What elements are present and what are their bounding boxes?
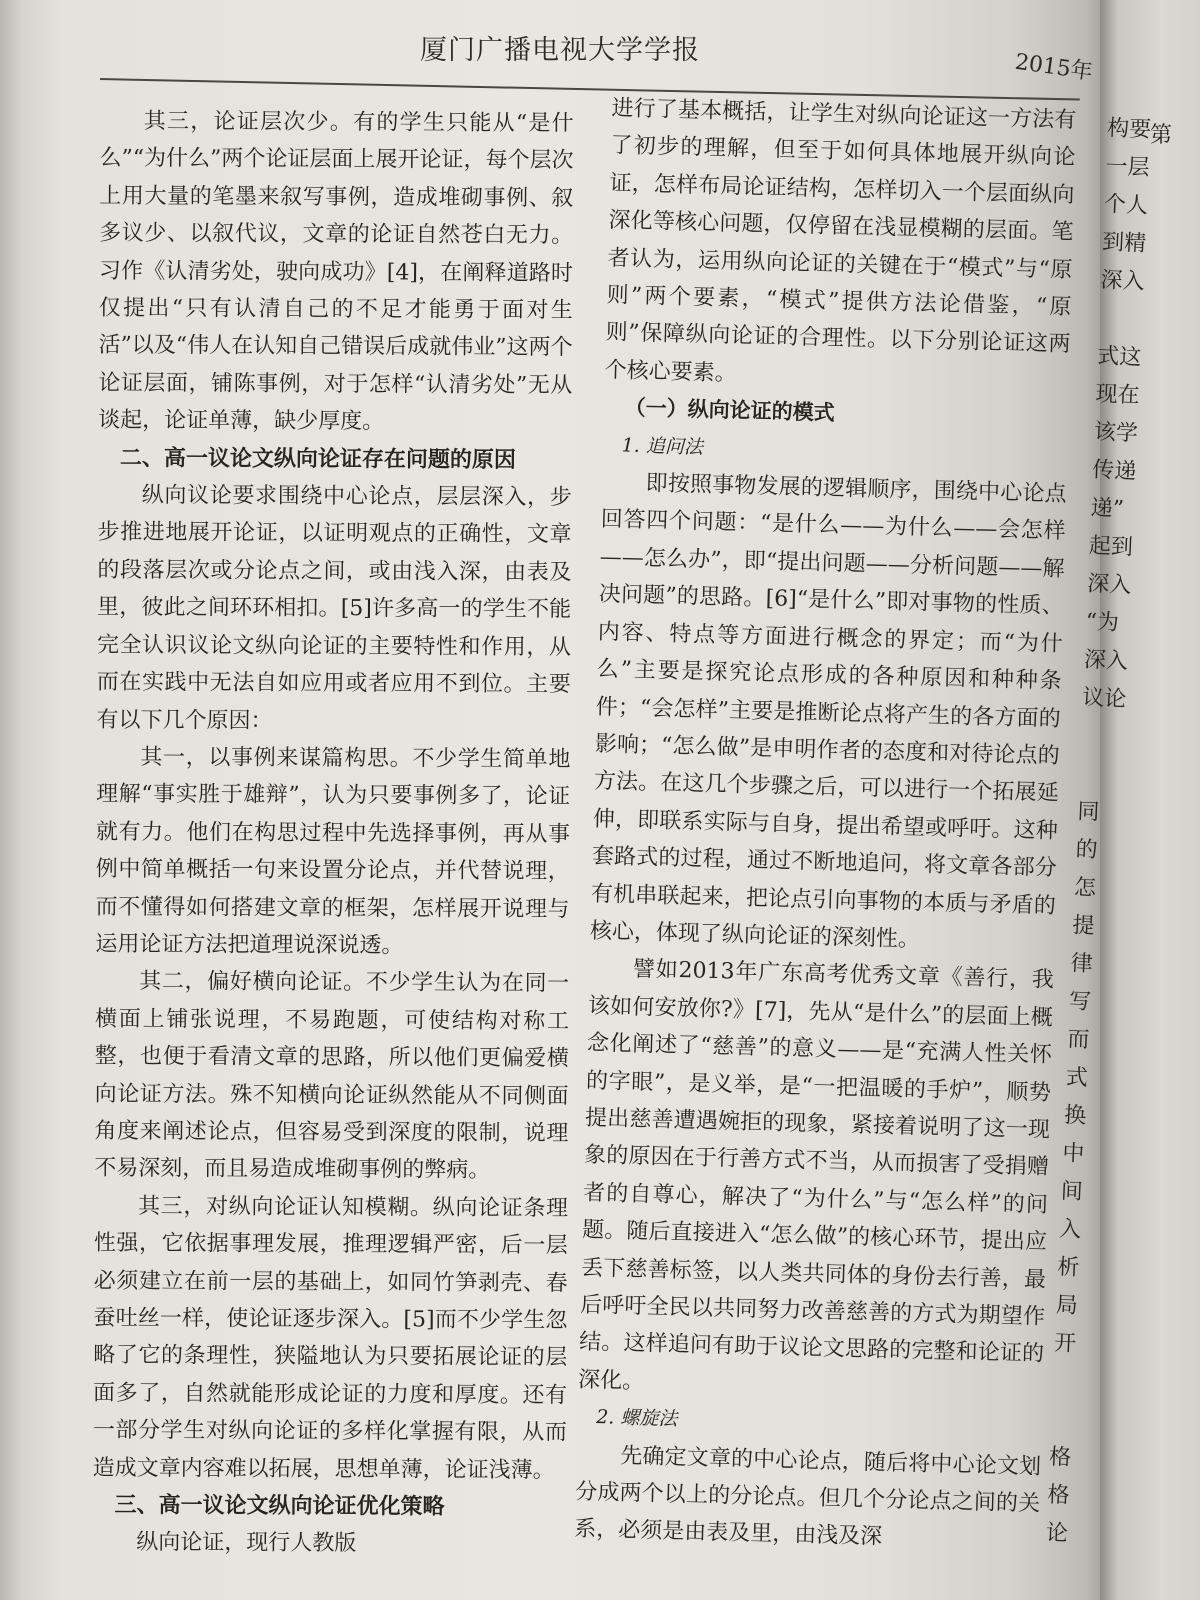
facing-page-line: 论 (1045, 1520, 1069, 1547)
paragraph-example-essay: 譬如2013年广东高考优秀文章《善行，我该如何安放你?》[7]，先从“是什么”的层面上概念化阐述了“慈善”的意义——是“充满人性关怀的字眼”，是义举，是“一把温暖的手炉”，顺势提出慈善遭遇婉拒的现象，紧接着说明了这一现象的原因在于行善方式不当，从而损害了受捐赠者的自尊心，解决了“为什么”与“怎么样”的问题。随后直接进入“怎么做”的核心环节，提出应丢下慈善标签，以人类共同体的身份去行善，最后呼吁全民以共同努力改善慈善的方式为期望作结。这样追问有助于议论文思路的完整和论证的深化。 (577, 957, 1055, 1395)
subsection-heading-mode: （一）纵向论证的模式 (624, 395, 835, 426)
facing-page-line: 深入 (1100, 267, 1146, 295)
journal-year: 2015年 (1013, 49, 1095, 86)
facing-page-line: 一层 (1104, 153, 1151, 181)
section-heading-three: 三、高一议论文纵向论证优化策略 (114, 1492, 445, 1520)
paragraph-questioning-method: 即按照事物发展的逻辑顺序，围绕中心论点回答四个问题：“是什么——为什么——会怎样——怎么办”，即“提出问题——分析问题——解决问题”的思路。[6]“是什么”即对事物的性质、内容、特点等方面进行概念的界定；而“为什么”主要是探究论点形成的各种原因和种种条件；“会怎样”主要是推断论点将产生的各方面的影响；“怎么做”是申明作者的态度和对待论点的方法。在这几个步骤之后，可以进行一个拓展延伸，即联系实际与自身，提出希望或呼吁。这种套路式的过程，通过不断地追问，将文章各部分有机串联起来，把论点引向事物的本质与矛盾的核心，体现了纵向论证的深刻性。 (589, 471, 1067, 953)
left-column (92, 103, 574, 1564)
facing-page-line: 怎 (1073, 875, 1097, 902)
facing-page-line: 现在 (1095, 381, 1141, 409)
section-heading-two: 二、高一议论文纵向论证存在问题的原因 (119, 445, 517, 473)
facing-page-line (1052, 1363, 1114, 1404)
facing-page-line: 律 (1070, 951, 1094, 978)
facing-page-line: 而 (1066, 1027, 1090, 1054)
facing-page-line: 格 (1048, 1444, 1072, 1471)
facing-page-line: 同 (1076, 799, 1100, 826)
paragraph-reason-three: 其三，对纵向论证认知模糊。纵向论证条理性强，它依据事理发展，推理逻辑严密，后一层必须建立在前一层的基础上，如同竹笋剥壳、春蚕吐丝一样，使论证逐步深入。[5]而不少学生忽略了它的条理性，狭隘地认为只要拓展论证的层面多了，自然就能形成论证的力度和厚度。还有一部分学生对纵向论证的多样化掌握有限，从而造成文章内容难以拓展，思想单薄，论证浅薄。 (92, 1193, 569, 1483)
facing-page-line: 深入 (1086, 571, 1132, 599)
facing-page-line (1050, 1401, 1112, 1442)
facing-page-line: 析 (1056, 1254, 1081, 1281)
facing-page-line: 到精 (1101, 229, 1147, 257)
facing-page-line: 构要 (1106, 115, 1152, 143)
method-heading-questioning: 1. 追问法 (621, 434, 704, 459)
facing-page-line: 入 (1058, 1216, 1082, 1243)
facing-page-line: 递” (1090, 495, 1125, 523)
facing-page-line: 议论 (1081, 685, 1127, 713)
facing-page-line: 开 (1053, 1330, 1077, 1357)
right-column (574, 90, 1077, 1561)
facing-page-line: 写 (1068, 989, 1092, 1016)
paragraph-strategy-partial: 纵向论证，现行人教版 (136, 1530, 357, 1557)
facing-page-line: 该学 (1093, 419, 1139, 447)
paragraph-continued: 进行了基本概括，让学生对纵向论证这一方法有了初步的理解，但至于如何具体地展开纵向论证，怎样布局论证结构，怎样切入一个层面纵向深化等核心问题，仅停留在浅显模糊的层面。笔者认为，运用纵向论证的关键在于“模式”与“原则”两个要素，“模式”提供方法论借鉴，“原则”保障纵向论证的合理性。以下分别论证这两个核心要素。 (604, 95, 1077, 387)
paragraph-reason-two: 其二，偏好横向论证。不少学生认为在同一横面上铺张说理，不易跑题，可使结构对称工整，也便于看清文章的思路，所以他们更偏爱横向论证方法。殊不知横向论证纵然能从不同侧面角度来阐述论点，但容易受到深度的限制，说理不易深刻，而且易造成堆砌事例的弊病。 (94, 969, 570, 1184)
method-heading-spiral: 2. 螺旋法 (595, 1406, 678, 1431)
facing-page-head: 第 (1150, 123, 1173, 148)
facing-page-line: 个人 (1103, 191, 1149, 219)
facing-page-line: 式 (1065, 1065, 1089, 1092)
facing-page-line: 中 (1061, 1141, 1085, 1167)
facing-page-line (1080, 717, 1142, 758)
facing-page-line: 局 (1055, 1292, 1079, 1319)
facing-page-line: 间 (1060, 1178, 1084, 1205)
paragraph-spiral-method: 先确定文章的中心论点，随后将中心论文划分成两个以上的分论点。但几个分论点之间的关系，必须是由表及里，由浅及深 (573, 1443, 1042, 1551)
facing-page-line: 起到 (1088, 533, 1134, 561)
facing-page-line: 式这 (1096, 343, 1142, 371)
journal-title: 厦门广播电视大学学报 (420, 35, 700, 66)
facing-page-line: 的 (1075, 837, 1099, 864)
facing-page-line: 提 (1071, 913, 1095, 940)
facing-page-line: 深入 (1083, 647, 1129, 675)
facing-page-line: “为 (1085, 609, 1120, 636)
paragraph-reason-one: 其一，以事例来谋篇构思。不少学生简单地理解“事实胜于雄辩”，认为只要事例多了，论证就有力。他们在构思过程中先选择事例，再从事例中简单概括一句来设置分论点，并代替说理，而不懂得如何搭建文章的框架，怎样展开说理与运用论证方法把道理说深说透。 (95, 744, 571, 959)
facing-page-line (1078, 755, 1140, 796)
facing-page-line: 换 (1063, 1103, 1087, 1129)
facing-page-line: 格 (1046, 1482, 1071, 1509)
facing-page-line (1098, 300, 1160, 341)
header-rule (100, 78, 1080, 101)
facing-page-line: 传递 (1091, 457, 1137, 485)
paragraph-reasons-intro: 纵向议论要求围绕中心论点，层层深入，步步推进地展开论证，以证明观点的正确性，文章的段落层次或分论点之间，或由浅入深，由表及里，彼此之间环环相扣。[5]许多高一的学生不能完全认识议论文纵向论证的主要特性和作用，从而在实践中无法自如应用或者应用不到位。主要有以下几个原因： (96, 483, 572, 734)
paragraph-level-three: 其三，论证层次少。有的学生只能从“是什么”“为什么”两个论证层面上展开论证，每个层次上用大量的笔墨来叙写事例，造成堆砌事例、叙多议少、以叙代议，文章的论证自然苍白无力。习作《认清劣处，驶向成功》[4]，在阐释道路时仅提出“只有认清自己的不足才能勇于面对生活”以及“伟人在认知自己错误后成就伟业”这两个论证层面，铺陈事例，对于怎样“认清劣处”无从谈起，论证单薄，缺少厚度。 (98, 108, 574, 435)
